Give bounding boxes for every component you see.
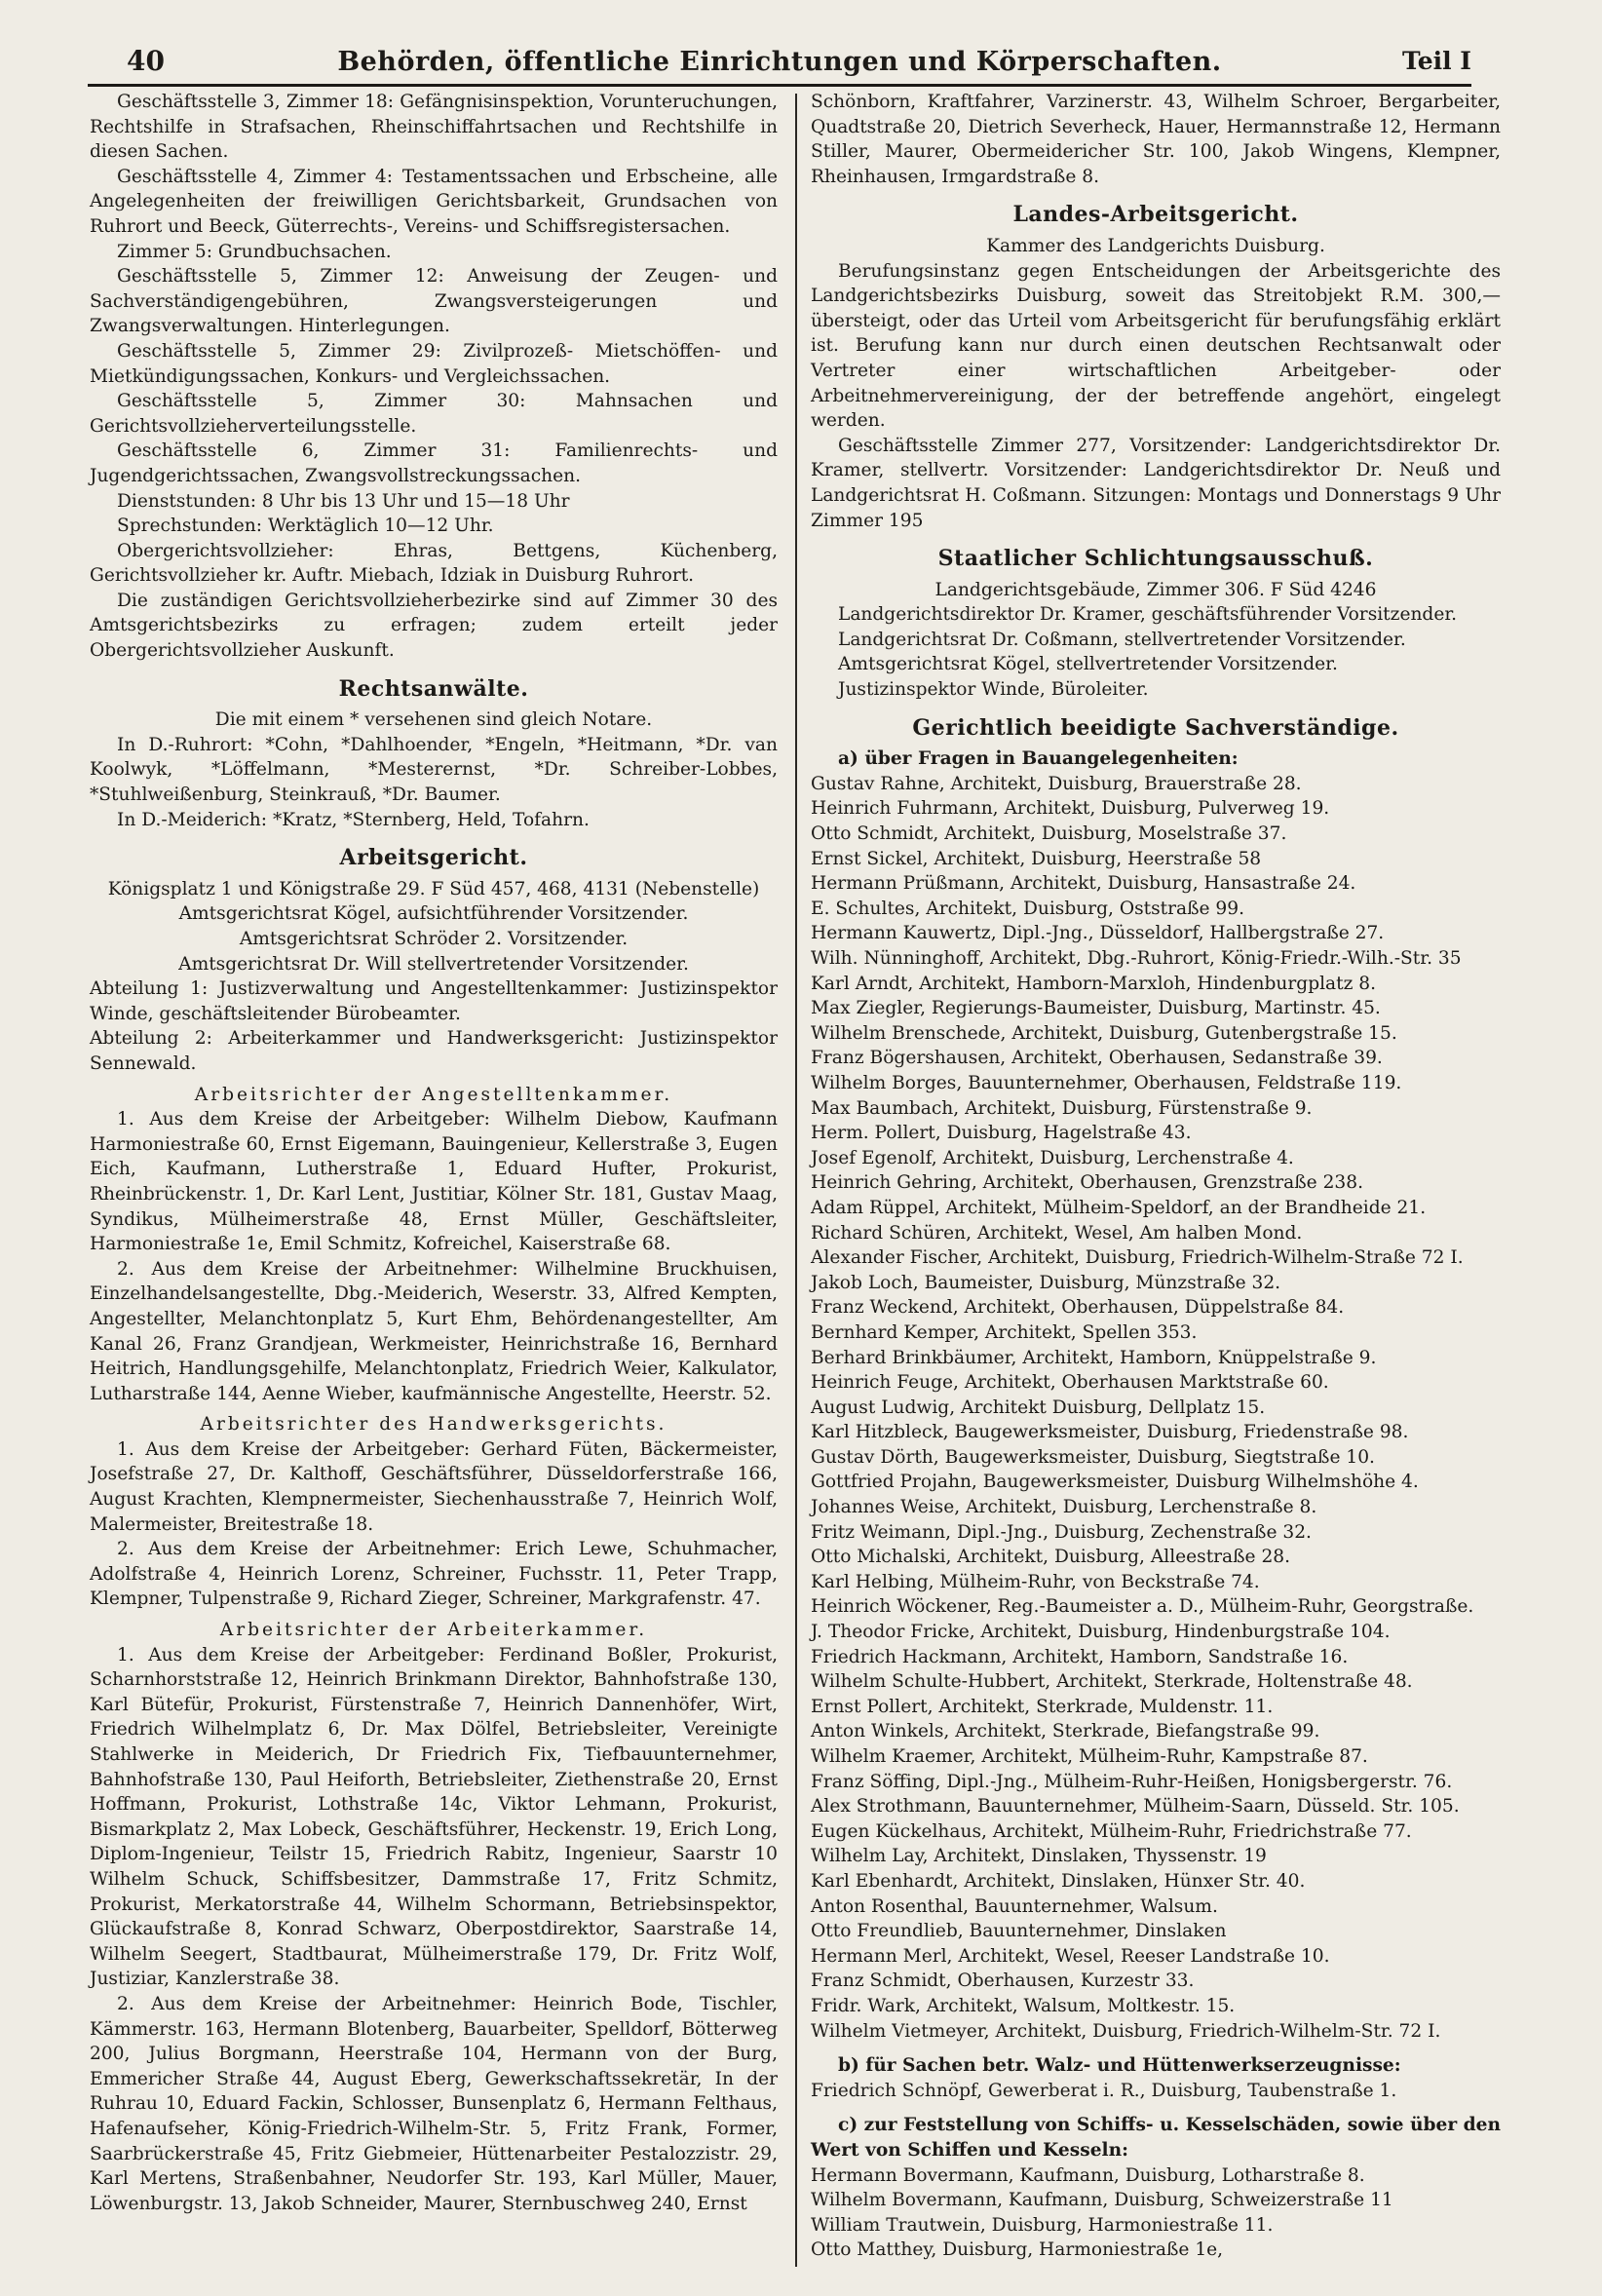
judges-paragraph: 2. Aus dem Kreise der Arbeitnehmer: Heinrich Bode, Tischler, Kämmerstr. 163, Hermann Blotenberg, Bauarbeiter, Spelldorf, Bötterweg 200, Julius Borgmann, Heerstraße 104, Hermann von der Burg, Emmericher Straße 44, August Eberg, Gewerkschaftssekretär, In der Ruhrau 10, Eduard Fackin, Schlosser, Bunsenplatz 6, Hermann Felthaus, Hafenaufseher, König-Friedrich-Wilhelm-Str. 5, Fritz Frank, Former, Saarbrückerstraße 45, Fritz Giebmeier, Hüttenarbeiter Pestalozzistr. 29, Karl Mertens, Straßenbahner, Neudorfer Str. 193, Karl Müller, Mauer, Löwenburgstr. 13, Jakob Schneider, Maurer, Sternbuschweg 240, Ernst bbox=[90, 1993, 778, 2214]
right-column bbox=[811, 90, 1501, 2263]
expert-entry: William Trautwein, Duisburg, Harmoniestraße 11. bbox=[811, 2214, 1274, 2236]
expert-entry: Otto Schmidt, Architekt, Duisburg, Moselstraße 37. bbox=[811, 823, 1287, 845]
expert-entry: Otto Matthey, Duisburg, Harmoniestraße 1e, bbox=[811, 2239, 1224, 2261]
category-c-title: c) zur Feststellung von Schiffs- u. Kesselschäden, sowie über den Wert von Schiffen und Kesseln: bbox=[811, 2115, 1501, 2161]
section-heading-landesarbeitsgericht: Landes-Arbeitsgericht. bbox=[1012, 202, 1299, 228]
lawyers-meiderich: In D.-Meiderich: *Kratz, *Sternberg, Held, Tofahrn. bbox=[117, 809, 590, 830]
judges-paragraph: 2. Aus dem Kreise der Arbeitnehmer: Erich Lewe, Schuhmacher, Adolfstraße 4, Heinrich Lorenz, Schreiner, Fuchsstr. 11, Peter Trapp, Klempner, Tulpenstraße 9, Richard Zieger, Schreiner, Markgrafenstr. 47. bbox=[90, 1539, 778, 1610]
expert-entry: Bernhard Kemper, Architekt, Spellen 353. bbox=[811, 1321, 1198, 1343]
location-line: Landgerichtsgebäude, Zimmer 306. F Süd 4246 bbox=[934, 579, 1377, 600]
expert-entry: Heinrich Fuhrmann, Architekt, Duisburg, Pulverweg 19. bbox=[811, 798, 1330, 820]
consultation-hours: Sprechstunden: Werktäglich 10—12 Uhr. bbox=[117, 516, 494, 537]
expert-entry: Wilhelm Kraemer, Architekt, Mülheim-Ruhr, Kampstraße 87. bbox=[811, 1746, 1368, 1767]
expert-entry: Wilhelm Lay, Architekt, Dinslaken, Thyssenstr. 19 bbox=[811, 1846, 1267, 1867]
experts-list-b bbox=[811, 2079, 1501, 2104]
board-member: Landgerichtsrat Dr. Coßmann, stellvertretender Vorsitzender. bbox=[838, 629, 1406, 650]
expert-entry: Alex Strothmann, Bauunternehmer, Mülheim-Saarn, Düsseld. Str. 105. bbox=[811, 1796, 1460, 1818]
header-rule bbox=[88, 84, 1471, 87]
court-official: Amtsgerichtsrat Schröder 2. Vorsitzender. bbox=[239, 929, 629, 949]
board-member: Landgerichtsdirektor Dr. Kramer, geschäftsführender Vorsitzender. bbox=[838, 604, 1458, 626]
expert-entry: Adam Rüppel, Architekt, Mülheim-Speldorf, an der Brandheide 21. bbox=[811, 1197, 1427, 1218]
office-hours: Dienststunden: 8 Uhr bis 13 Uhr und 15—18 Uhr bbox=[117, 490, 570, 512]
office-entry: Geschäftsstelle 5, Zimmer 29: Zivilprozeß- Mietschöffen- und Mietkündigungssachen, Konkurs- und Vergleichssachen. bbox=[90, 340, 778, 387]
expert-entry: Herm. Pollert, Duisburg, Hagelstraße 43. bbox=[811, 1123, 1192, 1144]
expert-entry: Ernst Pollert, Architekt, Sterkrade, Muldenstr. 11. bbox=[811, 1696, 1274, 1717]
expert-entry: Wilh. Nünninghoff, Architekt, Dbg.-Ruhrort, König-Friedr.-Wilh.-Str. 35 bbox=[811, 948, 1462, 969]
bailiff-note: Die zuständigen Gerichtsvollzieherbezirke sind auf Zimmer 30 des Amtsgerichtsbezirks zu erfragen; zudem erteilt jeder Obergerichtsvollzieher Auskunft. bbox=[90, 590, 778, 662]
board-member: Justizinspektor Winde, Büroleiter. bbox=[838, 679, 1149, 701]
court-address: Königsplatz 1 und Königstraße 29. F Süd 457, 468, 4131 (Nebenstelle) bbox=[107, 878, 760, 899]
expert-entry: Friedrich Hackmann, Architekt, Hamborn, Sandstraße 16. bbox=[811, 1646, 1349, 1667]
running-title: Behörden, öffentliche Einrichtungen und Körperschaften. bbox=[337, 47, 1222, 77]
expert-entry: Alexander Fischer, Architekt, Duisburg, Friedrich-Wilhelm-Straße 72 I. bbox=[811, 1247, 1464, 1269]
judges-paragraph: 2. Aus dem Kreise der Arbeitnehmer: Wilhelmine Bruckhuisen, Einzelhandelsangestellte, Dbg.-Meiderich, Weserstr. 33, Alfred Kempten, Angestellter, Melanchtonplatz 5, Kurt Ehm, Behördenangestellter, Am Kanal 26, Franz Grandjean, Werkmeister, Heinrichstraße 16, Bernhard Heitrich, Handlungsgehilfe, Melanchtonplatz, Friedrich Weier, Kalkulator, Lutharstraße 144, Aenne Wieber, kaufmännische Angestellte, Heerstr. 52. bbox=[90, 1258, 778, 1404]
expert-entry: Josef Egenolf, Architekt, Duisburg, Lerchenstraße 4. bbox=[811, 1147, 1294, 1168]
continuation-paragraph: Schönborn, Kraftfahrer, Varzinerstr. 43, Wilhelm Schroer, Bergarbeiter, Quadtstraße 20, Dietrich Severheck, Hauer, Hermannstraße 12, Hermann Stiller, Maurer, Obermeidericher Str. 100, Jakob Wingens, Klempner, Rheinhausen, Irmgardstraße 8. bbox=[811, 92, 1501, 187]
subsection-title: Arbeitsrichter des Handwerksgerichts. bbox=[200, 1414, 668, 1435]
appeal-text: Berufungsinstanz gegen Entscheidungen der Arbeitsgerichte des Landgerichtsbezirks Duisburg, soweit das Streitobjekt R.M. 300,— übersteigt, oder das Urteil vom Arbeitsgericht für berufungsfähig erklärt ist. Berufung kann nur durch einen deutschen Rechtsanwalt oder Vertreter einer wirtschaftlichen Arbeitgeber- oder Arbeitnehmervereinigung, der der betreffende angehört, eingelegt werden. bbox=[811, 260, 1501, 432]
expert-entry: Otto Freundlieb, Bauunternehmer, Dinslaken bbox=[811, 1921, 1227, 1942]
expert-entry: Franz Söffing, Dipl.-Jng., Mülheim-Ruhr-Heißen, Honigsbergerstr. 76. bbox=[811, 1771, 1453, 1792]
expert-entry: Wilhelm Vietmeyer, Architekt, Duisburg, Friedrich-Wilhelm-Str. 72 I. bbox=[811, 2020, 1441, 2042]
office-entry: Geschäftsstelle 6, Zimmer 31: Familienrechts- und Jugendgerichtssachen, Zwangsvollstreckungssachen. bbox=[90, 440, 778, 486]
expert-entry: Gustav Dörth, Baugewerksmeister, Duisburg, Siegtstraße 10. bbox=[811, 1446, 1375, 1468]
expert-entry: Fritz Weimann, Dipl.-Jng., Duisburg, Zechenstraße 32. bbox=[811, 1521, 1312, 1543]
expert-entry: Karl Hitzbleck, Baugewerksmeister, Duisburg, Friedenstraße 98. bbox=[811, 1422, 1409, 1443]
expert-entry: Anton Rosenthal, Bauunternehmer, Walsum. bbox=[811, 1895, 1218, 1917]
expert-entry: August Ludwig, Architekt Duisburg, Dellplatz 15. bbox=[811, 1397, 1266, 1418]
expert-entry: Jakob Loch, Baumeister, Duisburg, Münzstraße 32. bbox=[811, 1272, 1281, 1293]
column-divider bbox=[795, 94, 797, 2267]
expert-entry: J. Theodor Fricke, Architekt, Duisburg, Hindenburgstraße 104. bbox=[811, 1622, 1391, 1643]
page-header bbox=[88, 45, 1471, 84]
judges-paragraph: 1. Aus dem Kreise der Arbeitgeber: Ferdinand Boßler, Prokurist, Scharnhorststraße 12, Heinrich Brinkmann Direktor, Bahnhofstraße 130, Karl Bütefür, Prokurist, Fürstenstraße 7, Heinrich Dannenhöfer, Wirt, Friedrich Wilhelmplatz 6, Dr. Max Dölfel, Betriebsleiter, Vereinigte Stahlwerke in Meiderich, Dr Friedrich Fix, Tiefbauunternehmer, Bahnhofstraße 130, Paul Heiforth, Betriebsleiter, Ziethenstraße 20, Ernst Hoffmann, Prokurist, Lothstraße 14c, Viktor Lehmann, Prokurist, Bismarkplatz 2, Max Lobeck, Geschäftsführer, Heckenstr. 19, Erich Long, Diplom-Ingenieur, Teilstr 15, Friedrich Rabitz, Ingenieur, Saarstr 10 Wilhelm Schuck, Schiffsbesitzer, Dammstraße 17, Fritz Schmitz, Prokurist, Merkatorstraße 44, Wilhelm Schormann, Betriebsinspektor, Glückaufstraße 8, Konrad Schwarz, Oberpostdirektor, Saarstraße 14, Wilhelm Seegert, Stadtbaurat, Mülheimerstraße 179, Dr. Fritz Wolf, Justiziar, Kanzlerstraße 38. bbox=[90, 1644, 778, 1990]
expert-entry: Wilhelm Schulte-Hubbert, Architekt, Sterkrade, Holtenstraße 48. bbox=[811, 1671, 1413, 1693]
page-number: 40 bbox=[127, 45, 165, 77]
expert-entry: Hermann Kauwertz, Dipl.-Jng., Düsseldorf, Hallbergstraße 27. bbox=[811, 923, 1385, 944]
office-entry: Zimmer 5: Grundbuchsachen. bbox=[117, 241, 392, 262]
subsection-title: Arbeitsrichter der Arbeiterkammer. bbox=[219, 1620, 648, 1641]
category-a-title: a) über Fragen in Bauangelegenheiten: bbox=[838, 748, 1239, 770]
expert-entry: Gustav Rahne, Architekt, Duisburg, Brauerstraße 28. bbox=[811, 773, 1302, 794]
expert-entry: Karl Arndt, Architekt, Hamborn-Marxloh, Hindenburgplatz 8. bbox=[811, 973, 1377, 994]
board-member: Amtsgerichtsrat Kögel, stellvertretender Vorsitzender. bbox=[838, 654, 1338, 675]
office-info: Geschäftsstelle Zimmer 277, Vorsitzender: Landgerichtsdirektor Dr. Kramer, stellvertr. Vorsitzender: Landgerichtsdirektor Dr. Neuß und Landgerichtsrat H. Coßmann. Sitzungen: Montags und Donnerstags 9 Uhr Zimmer 195 bbox=[811, 435, 1501, 531]
expert-entry: Berhard Brinkbäumer, Architekt, Hamborn, Knüppelstraße 9. bbox=[811, 1347, 1377, 1368]
expert-entry: Franz Weckend, Architekt, Oberhausen, Düppelstraße 84. bbox=[811, 1297, 1345, 1319]
left-column bbox=[90, 90, 778, 2216]
judges-paragraph: 1. Aus dem Kreise der Arbeitgeber: Wilhelm Diebow, Kaufmann Harmoniestraße 60, Ernst Eigemann, Bauingenieur, Kellerstraße 3, Eugen Eich, Kaufmann, Lutherstraße 1, Eduard Hufter, Prokurist, Rheinbrückenstr. 1, Dr. Karl Lent, Justitiar, Kölner Str. 181, Gustav Maag, Syndikus, Mülheimerstraße 48, Ernst Müller, Geschäftsleiter, Harmoniestraße 1e, Emil Schmitz, Kofreichel, Kaiserstraße 68. bbox=[90, 1109, 778, 1255]
expert-entry: Hermann Prüßmann, Architekt, Duisburg, Hansastraße 24. bbox=[811, 873, 1356, 895]
expert-entry: Karl Helbing, Mülheim-Ruhr, von Beckstraße 74. bbox=[811, 1571, 1260, 1592]
experts-list-c bbox=[811, 2163, 1501, 2263]
section-heading-schlichtung: Staatlicher Schlichtungsausschuß. bbox=[937, 546, 1374, 572]
expert-entry: Heinrich Feuge, Architekt, Oberhausen Marktstraße 60. bbox=[811, 1372, 1329, 1394]
expert-entry: Hermann Bovermann, Kaufmann, Duisburg, Lotharstraße 8. bbox=[811, 2164, 1365, 2186]
expert-entry: Ernst Sickel, Architekt, Duisburg, Heerstraße 58 bbox=[811, 848, 1262, 869]
notary-note: Die mit einem * versehenen sind gleich Notare. bbox=[214, 709, 653, 731]
section-heading-arbeitsgericht: Arbeitsgericht. bbox=[339, 845, 528, 871]
expert-entry: Hermann Merl, Architekt, Wesel, Reeser Landstraße 10. bbox=[811, 1945, 1330, 1967]
expert-entry: Franz Schmidt, Oberhausen, Kurzestr 33. bbox=[811, 1971, 1195, 1992]
expert-entry: Anton Winkels, Architekt, Sterkrade, Biefangstraße 99. bbox=[811, 1721, 1320, 1742]
expert-entry: Wilhelm Bovermann, Kaufmann, Duisburg, Schweizerstraße 11 bbox=[811, 2190, 1393, 2211]
department-entry: Abteilung 2: Arbeiterkammer und Handwerksgericht: Justizinspektor Sennewald. bbox=[90, 1028, 778, 1074]
expert-entry: Fridr. Wark, Architekt, Walsum, Moltkestr. 15. bbox=[811, 1995, 1236, 2016]
court-official: Amtsgerichtsrat Kögel, aufsichtführender Vorsitzender. bbox=[178, 903, 689, 925]
expert-entry: Heinrich Gehring, Architekt, Oberhausen, Grenzstraße 238. bbox=[811, 1172, 1363, 1194]
lawyers-ruhrort: In D.-Ruhrort: *Cohn, *Dahlhoender, *Engeln, *Heitmann, *Dr. van Koolwyk, *Löffelmann, *Mesterernst, *Dr. Schreiber-Lobbes, *Stuhlweißenburg, Steinkrauß, *Dr. Baumer. bbox=[90, 734, 778, 806]
category-b-title: b) für Sachen betr. Walz- und Hüttenwerkserzeugnisse: bbox=[838, 2055, 1401, 2077]
expert-entry: Wilhelm Borges, Bauunternehmer, Oberhausen, Feldstraße 119. bbox=[811, 1072, 1402, 1093]
court-official: Amtsgerichtsrat Dr. Will stellvertretender Vorsitzender. bbox=[178, 953, 689, 975]
judges-paragraph: 1. Aus dem Kreise der Arbeitgeber: Gerhard Füten, Bäckermeister, Josefstraße 27, Dr. Kalthoff, Geschäftsführer, Düsseldorferstraße 166, August Krachten, Klempnermeister, Siechenhausstraße 7, Heinrich Wolf, Malermeister, Breitestraße 18. bbox=[90, 1438, 778, 1535]
section-heading-rechtsanwaelte: Rechtsanwälte. bbox=[338, 675, 529, 702]
expert-entry: Max Ziegler, Regierungs-Baumeister, Duisburg, Martinstr. 45. bbox=[811, 998, 1381, 1019]
expert-entry: Karl Ebenhardt, Architekt, Dinslaken, Hünxer Str. 40. bbox=[811, 1870, 1306, 1892]
office-entry: Geschäftsstelle 5, Zimmer 30: Mahnsachen und Gerichtsvollzieherverteilungsstelle. bbox=[90, 391, 778, 437]
subsection-title: Arbeitsrichter der Angestelltenkammer. bbox=[194, 1084, 673, 1105]
expert-entry: Johannes Weise, Architekt, Duisburg, Lerchenstraße 8. bbox=[811, 1497, 1317, 1518]
expert-entry: Franz Bögershausen, Architekt, Oberhausen, Sedanstraße 39. bbox=[811, 1048, 1383, 1069]
department-entry: Abteilung 1: Justizverwaltung und Angestelltenkammer: Justizinspektor Winde, geschäftsleitender Bürobeamter. bbox=[90, 978, 778, 1024]
expert-entry: E. Schultes, Architekt, Duisburg, Oststraße 99. bbox=[811, 898, 1244, 919]
expert-entry: Otto Michalski, Architekt, Duisburg, Alleestraße 28. bbox=[811, 1547, 1291, 1568]
expert-entry: Heinrich Wöckener, Reg.-Baumeister a. D., Mülheim-Ruhr, Georgstraße. bbox=[811, 1596, 1474, 1618]
experts-list-a bbox=[811, 772, 1501, 2044]
section-heading-sachverstaendige: Gerichtlich beeidigte Sachverständige. bbox=[912, 714, 1399, 741]
office-entry: Geschäftsstelle 4, Zimmer 4: Testamentssachen und Erbscheine, alle Angelegenheiten der freiwilligen Gerichtsbarkeit, Grundsachen von Ruhrort und Beeck, Güterrechts-, Vereins- und Schiffsregistersachen. bbox=[90, 166, 778, 237]
expert-entry: Max Baumbach, Architekt, Duisburg, Fürstenstraße 9. bbox=[811, 1097, 1313, 1119]
expert-entry: Gottfried Projahn, Baugewerksmeister, Duisburg Wilhelmshöhe 4. bbox=[811, 1472, 1419, 1493]
expert-entry: Eugen Kückelhaus, Architekt, Mülheim-Ruhr, Friedrichstraße 77. bbox=[811, 1820, 1412, 1842]
expert-entry: Richard Schüren, Architekt, Wesel, Am halben Mond. bbox=[811, 1222, 1303, 1244]
expert-entry: Wilhelm Brenschede, Architekt, Duisburg, Gutenbergstraße 15. bbox=[811, 1022, 1397, 1044]
office-entry: Geschäftsstelle 3, Zimmer 18: Gefängnisinspektion, Vorunteruchungen, Rechtshilfe in Strafsachen, Rheinschiffahrtsachen und Rechtshilfe in diesen Sachen. bbox=[90, 92, 778, 163]
part-label: Teil I bbox=[1401, 47, 1471, 75]
expert-entry: Friedrich Schnöpf, Gewerberat i. R., Duisburg, Taubenstraße 1. bbox=[811, 2080, 1397, 2101]
bailiffs: Obergerichtsvollzieher: Ehras, Bettgens, Küchenberg, Gerichtsvollzieher kr. Auftr. Miebach, Idziak in Duisburg Ruhrort. bbox=[90, 540, 778, 587]
section-subtitle: Kammer des Landgerichts Duisburg. bbox=[986, 235, 1325, 256]
office-entry: Geschäftsstelle 5, Zimmer 12: Anweisung der Zeugen- und Sachverständigengebühren, Zwangsversteigerungen und Zwangsverwaltungen. Hinterlegungen. bbox=[90, 266, 778, 337]
